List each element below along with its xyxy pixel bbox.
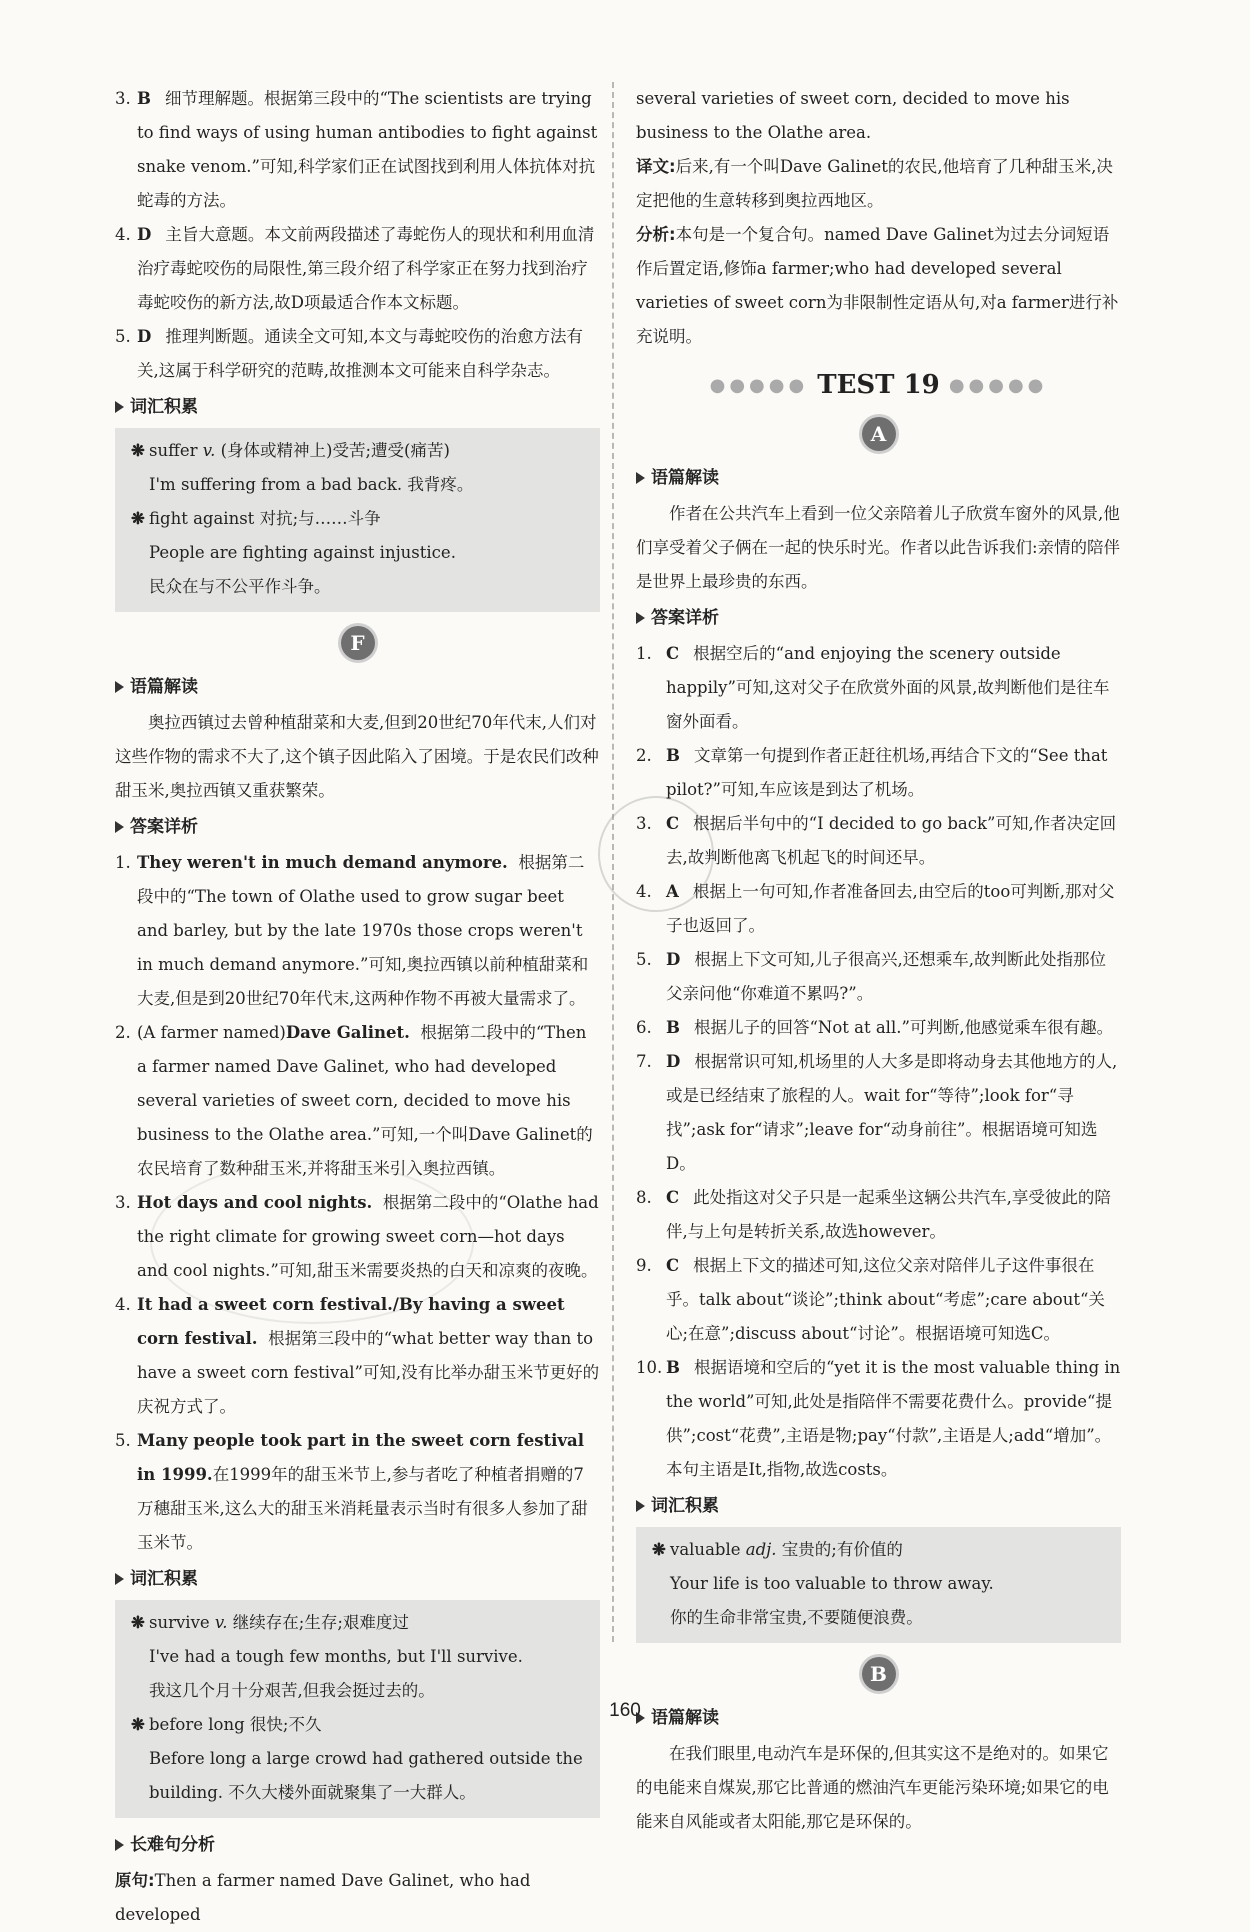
section-heading-reading: 语篇解读 (636, 1701, 1121, 1735)
answer-letter: C (666, 644, 680, 663)
triangle-marker-icon (115, 1573, 124, 1585)
answer-item (636, 1249, 1121, 1351)
answer-letter: B (666, 1018, 680, 1037)
page-number: 160 (609, 1700, 641, 1721)
vocab-pos: v. (202, 441, 216, 460)
vocab-entry (131, 502, 590, 604)
right-column (636, 82, 1121, 1839)
answer-explanation: 根据语境和空后的“yet it is the most valuable thing in the world”可知,此处是指陪伴不需要花费什么。provide“提供”;cost“花费”,主语是物;pay“付款”,主语是人;add“增加”。本句主语是It,指物,故选costs。 (666, 1358, 1121, 1479)
vocab-definition: (身体或精神上)受苦;遭受(痛苦) (220, 441, 450, 460)
decorative-dots: ●●●●● (948, 375, 1048, 396)
passage-badge-b: B (862, 1657, 896, 1691)
answer-explanation: 根据儿子的回答“Not at all.”可判断,他感觉乘车很有趣。 (693, 1018, 1114, 1037)
answer-explanation: 根据上一句可知,作者准备回去,由空后的too可判断,那对父子也返回了。 (666, 882, 1115, 935)
answer-item (636, 1351, 1121, 1487)
vocab-box (636, 1527, 1121, 1643)
section-heading-answers: 答案详析 (636, 601, 1121, 635)
answer-text: Hot days and cool nights. (137, 1193, 373, 1212)
vocab-definition: 很快;不久 (249, 1715, 322, 1734)
answer-item (636, 739, 1121, 807)
answer-letter: C (666, 814, 680, 833)
item-number: 3. (115, 89, 131, 108)
answer-letter: D (137, 225, 152, 244)
answer-text: Many people took part in the sweet corn festival in 1999. (137, 1431, 584, 1484)
original-sentence: 原句:Then a farmer named Dave Galinet, who had developed (115, 1871, 531, 1924)
vocab-entry (131, 1606, 590, 1708)
answer-item (636, 875, 1121, 943)
item-number: 5. (636, 950, 652, 969)
item-number: 2. (636, 746, 652, 765)
answer-item (115, 218, 600, 320)
answer-letter: C (666, 1188, 680, 1207)
vocab-pos: v. (214, 1613, 228, 1632)
answer-optional: (A farmer named) (137, 1023, 286, 1042)
vocab-word: valuable (670, 1540, 741, 1559)
section-heading-vocab: 词汇积累 (115, 1562, 600, 1596)
decorative-dots: ●●●●● (709, 375, 809, 396)
item-number: 4. (636, 882, 652, 901)
vocab-example-translation: 民众在与不公平作斗争。 (149, 577, 331, 596)
vocab-pos: adj. (745, 1540, 777, 1559)
answer-letter: B (137, 89, 151, 108)
answer-item (636, 807, 1121, 875)
answer-explanation: 根据上下文可知,儿子很高兴,还想乘车,故判断此处指那位父亲问他“你难道不累吗?”。 (666, 950, 1107, 1003)
vocab-example: I'm suffering from a bad back. 我背疼。 (149, 475, 474, 494)
vocab-entry (131, 1708, 590, 1810)
answer-item (636, 1045, 1121, 1181)
vocab-entry (131, 434, 590, 502)
triangle-marker-icon (115, 1839, 124, 1851)
answer-explanation: 根据空后的“and enjoying the scenery outside happily”可知,这对父子在欣赏外面的风景,故判断他们是往车窗外面看。 (666, 644, 1110, 731)
answer-explanation: 主旨大意题。本文前两段描述了毒蛇伤人的现状和利用血清治疗毒蛇咬伤的局限性,第三段介绍了科学家正在努力找到治疗毒蛇咬伤的新方法,故D项最适合作本文标题。 (137, 225, 595, 312)
analysis: 分析:本句是一个复合句。named Dave Galinet为过去分词短语作后置定语,修饰a farmer;who had developed several varieties of sweet corn为非限制性定语从句,对a farmer进行补充说明。 (636, 225, 1119, 346)
answer-item (636, 637, 1121, 739)
vocab-example: I've had a tough few months, but I'll survive. (149, 1647, 523, 1666)
section-heading-vocab: 词汇积累 (115, 390, 600, 424)
answer-explanation: 根据第二段中的“Olathe had the right climate for growing sweet corn—hot days and cool nights.”可知,甜玉米需要炎热的白天和凉爽的夜晚。 (137, 1193, 599, 1280)
answer-letter: D (666, 1052, 681, 1071)
answer-explanation: 根据第三段中的“what better way than to have a sweet corn festival”可知,没有比举办甜玉米节更好的庆祝方式了。 (137, 1329, 600, 1416)
section-heading-long-sentence: 长难句分析 (115, 1828, 600, 1862)
triangle-marker-icon (636, 472, 645, 484)
answer-text: Dave Galinet. (285, 1023, 410, 1042)
section-heading-reading: 语篇解读 (115, 670, 600, 704)
asterisk-icon: ❋ (131, 1613, 145, 1632)
answer-list (636, 637, 1121, 1487)
vocab-definition: 对抗;与……斗争 (259, 509, 381, 528)
answer-item: 5. Many people took part in the sweet corn festival in 1999.在1999年的甜玉米节上,参与者吃了种植者捐赠的7万穗甜玉米,这么大的甜玉米消耗量表示当时有很多人参加了甜玉米节。 (115, 1431, 588, 1552)
vocab-example: Your life is too valuable to throw away. (670, 1574, 994, 1593)
answer-explanation: 推理判断题。通读全文可知,本文与毒蛇咬伤的治愈方法有关,这属于科学研究的范畴,故推测本文可能来自科学杂志。 (137, 327, 584, 380)
answer-item (636, 1181, 1121, 1249)
vocab-example-translation: 你的生命非常宝贵,不要随便浪费。 (670, 1608, 923, 1627)
answer-item: 2. (A farmer named)Dave Galinet. 根据第二段中的“Then a farmer named Dave Galinet, who had developed several varieties of sweet corn, decided to move his business to the Olathe area.”可知,一个叫Dave Galinet的农民培育了数种甜玉米,并将甜玉米引入奥拉西镇。 (115, 1023, 593, 1178)
asterisk-icon: ❋ (131, 1715, 145, 1734)
reading-summary: 在我们眼里,电动汽车是环保的,但其实这不是绝对的。如果它的电能来自煤炭,那它比普通的燃油汽车更能污染环境;如果它的电能来自风能或者太阳能,那它是环保的。 (636, 1744, 1109, 1831)
vocab-word: suffer (149, 441, 198, 460)
triangle-marker-icon (115, 401, 124, 413)
item-number: 7. (636, 1052, 652, 1071)
passage-badge-a: A (862, 417, 896, 451)
vocab-example-translation: 我这几个月十分艰苦,但我会挺过去的。 (149, 1681, 435, 1700)
section-heading-answers: 答案详析 (115, 810, 600, 844)
reading-summary: 作者在公共汽车上看到一位父亲陪着儿子欣赏车窗外的风景,他们享受着父子俩在一起的快乐时光。作者以此告诉我们:亲情的陪伴是世界上最珍贵的东西。 (636, 504, 1121, 591)
item-number: 3. (636, 814, 652, 833)
answer-item: 4. It had a sweet corn festival./By having a sweet corn festival. 根据第三段中的“what better way than to have a sweet corn festival”可知,没有比举办甜玉米节更好的庆祝方式了。 (115, 1295, 600, 1416)
triangle-marker-icon (636, 1500, 645, 1512)
section-heading-reading: 语篇解读 (636, 461, 1121, 495)
answer-explanation: 根据后半句中的“I decided to go back”可知,作者决定回去,故判断他离飞机起飞的时间还早。 (666, 814, 1117, 867)
item-number: 8. (636, 1188, 652, 1207)
vocab-definition: 宝贵的;有价值的 (781, 1540, 903, 1559)
vocab-box (115, 428, 600, 612)
original-sentence-continued: several varieties of sweet corn, decided to move his business to the Olathe area. (636, 89, 1070, 142)
item-number: 9. (636, 1256, 652, 1275)
asterisk-icon: ❋ (131, 509, 145, 528)
test-title: ●●●●● TEST 19 ●●●●● (709, 370, 1048, 400)
answer-explanation: 根据第二段中的“Then a farmer named Dave Galinet, who had developed several varieties of sweet corn, decided to move his business to the Olathe area.”可知,一个叫Dave Galinet的农民培育了数种甜玉米,并将甜玉米引入奥拉西镇。 (137, 1023, 593, 1178)
item-number: 1. (636, 644, 652, 663)
vocab-example: People are fighting against injustice. (149, 543, 456, 562)
answer-explanation: 文章第一句提到作者正赶往机场,再结合下文的“See that pilot?”可知,车应该是到达了机场。 (666, 746, 1108, 799)
vocab-word: survive (149, 1613, 210, 1632)
answer-item: 1. They weren't in much demand anymore. 根据第二段中的“The town of Olathe used to grow sugar beet and barley, but by the late 1970s those crops weren't in much demand anymore.”可知,奥拉西镇以前种植甜菜和大麦,但是到20世纪70年代末,这两种作物不再被大量需求了。 (115, 853, 589, 1008)
vocab-word: fight against (149, 509, 255, 528)
answer-explanation: 根据常识可知,机场里的人大多是即将动身去其他地方的人,或是已经结束了旅程的人。wait for“等待”;look for“寻找”;ask for“请求”;leave for“动身前往”。根据语境可知选D。 (666, 1052, 1118, 1173)
triangle-marker-icon (115, 681, 124, 693)
section-heading-vocab: 词汇积累 (636, 1489, 1121, 1523)
answer-letter: C (666, 1256, 680, 1275)
asterisk-icon: ❋ (131, 441, 145, 460)
answer-item (636, 943, 1121, 1011)
item-number: 4. (115, 225, 131, 244)
vocab-entry (652, 1533, 1111, 1635)
vocab-example: Before long a large crowd had gathered outside the building. 不久大楼外面就聚集了一大群人。 (149, 1749, 583, 1802)
triangle-marker-icon (636, 612, 645, 624)
answer-explanation: 此处指这对父子只是一起乘坐这辆公共汽车,享受彼此的陪伴,与上句是转折关系,故选however。 (666, 1188, 1111, 1241)
answer-explanation: 细节理解题。根据第三段中的“The scientists are trying to find ways of using human antibodies to fight against snake venom.”可知,科学家们正在试图找到利用人体抗体对抗蛇毒的方法。 (137, 89, 598, 210)
item-number: 10. (636, 1358, 663, 1377)
answer-item (115, 82, 600, 218)
answer-explanation: 根据第二段中的“The town of Olathe used to grow sugar beet and barley, but by the late 1970s those crops weren't in much demand anymore.”可知,奥拉西镇以前种植甜菜和大麦,但是到20世纪70年代末,这两种作物不再被大量需求了。 (137, 853, 589, 1008)
answer-text: It had a sweet corn festival./By having a sweet corn festival. (137, 1295, 565, 1348)
item-number: 5. (115, 327, 131, 346)
vocab-word: before long (149, 1715, 245, 1734)
asterisk-icon: ❋ (652, 1540, 666, 1559)
answer-letter: B (666, 746, 680, 765)
answer-text: They weren't in much demand anymore. (137, 853, 508, 872)
answer-letter: A (666, 882, 679, 901)
translation: 译文:后来,有一个叫Dave Galinet的农民,他培育了几种甜玉米,决定把他的生意转移到奥拉西地区。 (636, 157, 1113, 210)
answer-explanation: 根据上下文的描述可知,这位父亲对陪伴儿子这件事很在乎。talk about“谈论”;think about“考虑”;care about“关心;在意”;discuss about“讨论”。根据语境可知选C。 (666, 1256, 1105, 1343)
passage-badge-f: F (341, 626, 375, 660)
reading-summary: 奥拉西镇过去曾种植甜菜和大麦,但到20世纪70年代末,人们对这些作物的需求不大了,这个镇子因此陷入了困境。于是农民们改种甜玉米,奥拉西镇又重获繁荣。 (115, 713, 599, 800)
answer-item (636, 1011, 1121, 1045)
answer-letter: B (666, 1358, 680, 1377)
item-number: 6. (636, 1018, 652, 1037)
answer-item (115, 320, 600, 388)
left-column (115, 82, 600, 1932)
answer-item: 3. Hot days and cool nights. 根据第二段中的“Olathe had the right climate for growing sweet corn—hot days and cool nights.”可知,甜玉米需要炎热的白天和凉爽的夜晚。 (115, 1193, 599, 1280)
triangle-marker-icon (115, 821, 124, 833)
answer-explanation: 在1999年的甜玉米节上,参与者吃了种植者捐赠的7万穗甜玉米,这么大的甜玉米消耗量表示当时有很多人参加了甜玉米节。 (137, 1465, 588, 1552)
vocab-definition: 继续存在;生存;艰难度过 (232, 1613, 409, 1632)
answer-letter: D (137, 327, 152, 346)
answer-letter: D (666, 950, 681, 969)
